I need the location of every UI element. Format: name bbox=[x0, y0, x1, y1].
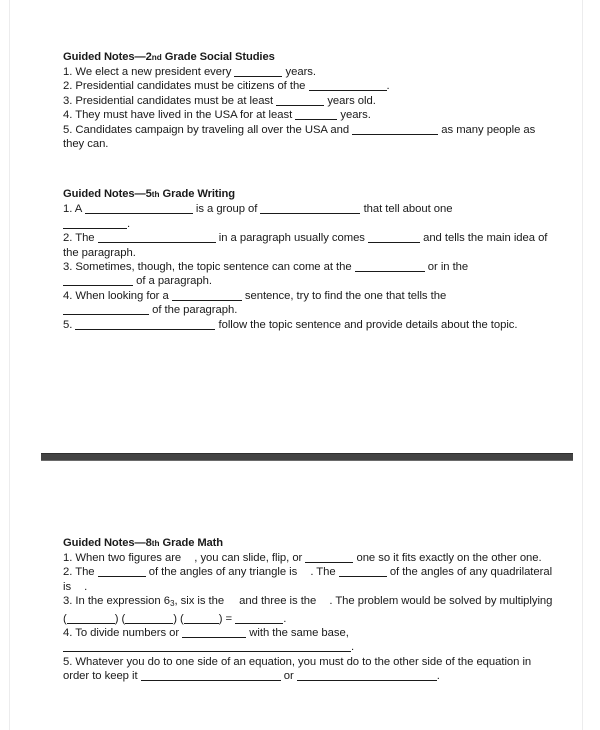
blank-field[interactable] bbox=[355, 262, 425, 272]
item-number: 3. bbox=[63, 94, 73, 107]
item-text: Sometimes, though, the topic sentence can come at the bbox=[75, 261, 352, 274]
item-text: ) = bbox=[218, 612, 233, 625]
item-number: 3. bbox=[63, 595, 73, 608]
item-number: 1. bbox=[63, 66, 73, 78]
document-page bbox=[9, 0, 583, 730]
title-number: 2 bbox=[145, 51, 152, 63]
item-text: and tells the main idea of the paragraph. bbox=[63, 232, 548, 259]
item-text: or in the bbox=[427, 261, 469, 274]
section-title-social-studies bbox=[63, 50, 555, 65]
item-text: follow the topic sentence and provide details about the topic. bbox=[218, 318, 518, 331]
blank-field[interactable] bbox=[234, 67, 282, 77]
section-math bbox=[63, 536, 555, 684]
title-ordinal: th bbox=[151, 539, 160, 548]
worksheet-item bbox=[63, 655, 555, 684]
blank-field[interactable] bbox=[182, 628, 246, 638]
blank-field[interactable] bbox=[85, 204, 193, 214]
blank-field[interactable] bbox=[297, 671, 437, 681]
item-text: Presidential candidates must be citizens of the bbox=[75, 80, 306, 93]
item-text: In the expression 6 bbox=[75, 595, 170, 608]
item-text: . bbox=[127, 217, 131, 230]
title-ordinal: nd bbox=[151, 53, 162, 62]
item-text: The bbox=[75, 232, 95, 245]
item-text: years. bbox=[285, 66, 316, 78]
blank-field[interactable] bbox=[305, 553, 353, 563]
item-number: 5. bbox=[63, 318, 73, 331]
blank-field[interactable] bbox=[295, 110, 337, 120]
blank-field[interactable] bbox=[184, 614, 219, 624]
worksheet-content bbox=[63, 50, 555, 332]
section-spacer bbox=[63, 151, 555, 187]
blank-field[interactable] bbox=[319, 597, 329, 606]
blank-field[interactable] bbox=[63, 276, 133, 286]
blank-field[interactable] bbox=[63, 219, 127, 229]
worksheet-item bbox=[63, 79, 555, 93]
item-text: Whatever you do to one side of an equation, you must do to the other side of the equation in order to keep it bbox=[63, 655, 532, 683]
item-number: 2. bbox=[63, 232, 73, 245]
item-text: years. bbox=[340, 109, 371, 122]
item-text: Candidates campaign by traveling all over the USA and bbox=[75, 123, 350, 136]
blank-field[interactable] bbox=[125, 614, 173, 624]
blank-field[interactable] bbox=[276, 96, 324, 106]
item-text: ) ( bbox=[114, 612, 126, 625]
section-title-writing bbox=[63, 187, 555, 202]
worksheet-item bbox=[63, 289, 555, 318]
item-number: 5. bbox=[63, 123, 73, 136]
item-text: of the angles of any quadrilateral is bbox=[63, 566, 553, 593]
blank-field[interactable] bbox=[339, 567, 387, 577]
item-text: To divide numbers or bbox=[75, 627, 180, 640]
item-text: ) ( bbox=[173, 612, 184, 625]
blank-field[interactable] bbox=[98, 567, 146, 577]
item-number: 4. bbox=[63, 627, 73, 640]
item-number: 4. bbox=[63, 289, 73, 302]
item-text: of the angles of any triangle is bbox=[148, 566, 298, 579]
worksheet-item bbox=[63, 318, 555, 332]
exponent-text: 3 bbox=[169, 599, 175, 609]
item-text: A bbox=[74, 203, 82, 216]
item-text: . bbox=[351, 641, 355, 654]
section-title-math bbox=[63, 536, 555, 551]
item-number: 1. bbox=[63, 552, 73, 564]
item-text: When two figures are bbox=[75, 552, 182, 564]
blank-field[interactable] bbox=[74, 583, 84, 592]
item-number: 3. bbox=[63, 261, 73, 274]
title-ordinal: th bbox=[151, 190, 160, 200]
item-text: in a paragraph usually comes bbox=[218, 232, 365, 245]
worksheet-item bbox=[63, 551, 555, 565]
item-text: of a paragraph. bbox=[136, 275, 212, 288]
item-text: . bbox=[386, 80, 390, 93]
worksheet-item bbox=[63, 94, 555, 108]
item-text: We elect a new president every bbox=[75, 66, 232, 78]
item-text: , you can slide, flip, or bbox=[194, 552, 303, 564]
worksheet-item bbox=[63, 65, 555, 79]
item-text: . bbox=[283, 612, 287, 625]
item-text: of the paragraph. bbox=[152, 304, 238, 317]
item-text: , six is the bbox=[174, 595, 225, 608]
blank-field[interactable] bbox=[368, 233, 420, 243]
item-text: sentence, try to find the one that tells the bbox=[244, 289, 447, 302]
worksheet-item bbox=[63, 123, 555, 152]
item-text: that tell about one bbox=[363, 203, 453, 216]
item-text: years old. bbox=[327, 94, 376, 107]
section-writing bbox=[63, 187, 555, 332]
worksheet-item bbox=[63, 202, 555, 231]
item-text: Presidential candidates must be at least bbox=[75, 94, 274, 107]
worksheet-item bbox=[63, 260, 555, 289]
item-text: . bbox=[84, 580, 88, 593]
blank-field[interactable] bbox=[67, 614, 115, 624]
worksheet-item bbox=[63, 231, 555, 260]
blank-field[interactable] bbox=[63, 305, 149, 315]
title-prefix: Guided Notes— bbox=[63, 51, 146, 63]
blank-field[interactable] bbox=[63, 642, 351, 652]
item-text: one so it fits exactly on the other one. bbox=[356, 552, 542, 564]
item-text: . The bbox=[310, 566, 336, 579]
item-number: 2. bbox=[63, 80, 73, 93]
item-text: is a group of bbox=[195, 203, 258, 216]
item-text: They must have lived in the USA for at least bbox=[75, 109, 293, 122]
item-text: with the same base, bbox=[249, 627, 349, 640]
title-prefix: Guided Notes— bbox=[63, 188, 146, 201]
blank-field[interactable] bbox=[227, 597, 239, 606]
title-suffix: Grade Social Studies bbox=[161, 51, 275, 63]
worksheet-item bbox=[63, 108, 555, 122]
blank-field[interactable] bbox=[352, 125, 438, 135]
worksheet-item bbox=[63, 594, 555, 626]
section-social-studies bbox=[63, 50, 555, 151]
item-text: When looking for a bbox=[75, 289, 169, 302]
worksheet-item bbox=[63, 565, 555, 594]
item-number: 4. bbox=[63, 109, 73, 122]
blank-field[interactable] bbox=[184, 554, 194, 563]
worksheet-item bbox=[63, 626, 555, 655]
title-prefix: Guided Notes— bbox=[63, 537, 146, 549]
blank-field[interactable] bbox=[235, 614, 283, 624]
blank-field[interactable] bbox=[141, 671, 281, 681]
item-text: or bbox=[283, 670, 294, 683]
title-suffix: Grade Writing bbox=[159, 188, 235, 201]
blank-field[interactable] bbox=[300, 568, 310, 577]
title-number: 8 bbox=[145, 537, 152, 549]
section-math-wrapper bbox=[63, 536, 555, 684]
blank-field[interactable] bbox=[172, 291, 242, 301]
item-number: 5. bbox=[63, 655, 73, 668]
item-number: 2. bbox=[63, 566, 73, 579]
blank-field[interactable] bbox=[98, 233, 216, 243]
item-text: as many people as they can. bbox=[63, 123, 536, 151]
item-text: . bbox=[436, 670, 440, 683]
section-divider-bar bbox=[41, 453, 573, 461]
item-text: . The problem would be solved by multiplying ( bbox=[63, 595, 553, 625]
item-number: 1. bbox=[63, 203, 73, 216]
blank-field[interactable] bbox=[309, 81, 387, 91]
title-suffix: Grade Math bbox=[159, 537, 224, 549]
blank-field[interactable] bbox=[260, 204, 360, 214]
title-number: 5 bbox=[145, 188, 152, 201]
blank-field[interactable] bbox=[75, 320, 215, 330]
item-text: The bbox=[75, 566, 95, 579]
item-text: and three is the bbox=[239, 595, 317, 608]
